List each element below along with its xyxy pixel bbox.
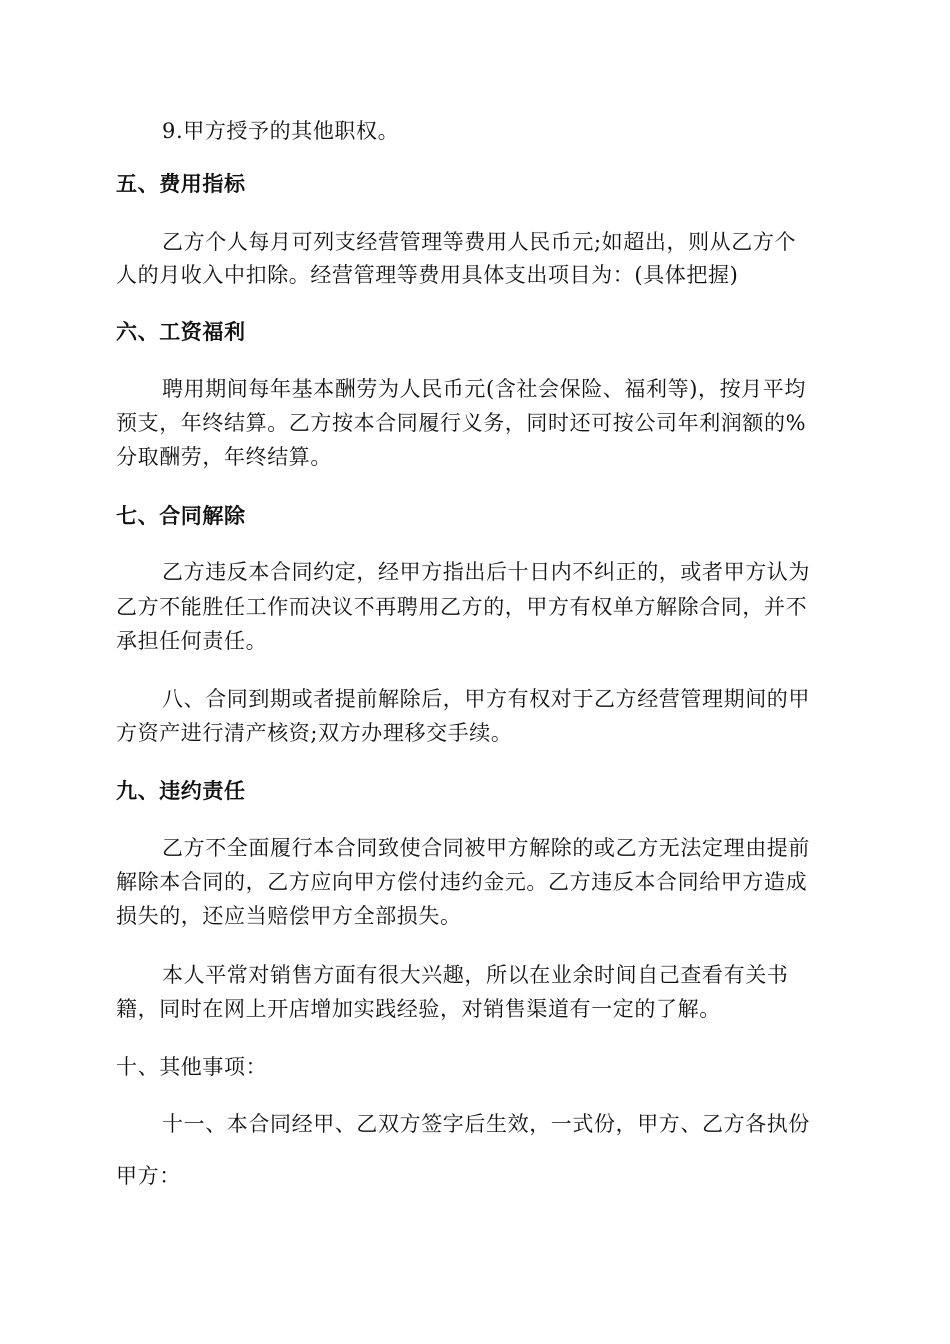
section-heading-expense: 五、费用指标	[116, 172, 246, 196]
paragraph-line: 乙方违反本合同约定，经甲方指出后十日内不纠正的，或者甲方认为	[162, 560, 810, 584]
paragraph-line: 本人平常对销售方面有很大兴趣，所以在业余时间自己查看有关书	[162, 963, 789, 987]
paragraph-line: 人的月收入中扣除。经营管理等费用具体支出项目为：(具体把握)	[116, 263, 739, 287]
paragraph-line: 乙方不能胜任工作而决议不再聘用乙方的，甲方有权单方解除合同，并不	[116, 595, 808, 619]
section-heading-salary: 六、工资福利	[116, 320, 246, 344]
paragraph-line: 方资产进行清产核资;双方办理移交手续。	[116, 721, 513, 745]
paragraph-line: 十一、本合同经甲、乙双方签字后生效，一式份，甲方、乙方各执份	[162, 1112, 810, 1136]
paragraph-line: 籍，同时在网上开店增加实践经验，对销售渠道有一定的了解。	[116, 997, 721, 1021]
paragraph-line: 预支，年终结算。乙方按本合同履行义务，同时还可按公司年利润额的%	[116, 411, 807, 435]
clause-9-line: 9.甲方授予的其他职权。	[162, 119, 400, 143]
section-heading-termination: 七、合同解除	[116, 504, 246, 528]
paragraph-line: 乙方个人每月可列支经营管理等费用人民币元;如超出，则从乙方个	[162, 230, 797, 254]
paragraph-line: 八、合同到期或者提前解除后，甲方有权对于乙方经营管理期间的甲	[162, 687, 810, 711]
section-heading-breach: 九、违约责任	[116, 779, 246, 803]
paragraph-line: 损失的，还应当赔偿甲方全部损失。	[116, 904, 462, 928]
paragraph-line: 承担任何责任。	[116, 629, 268, 653]
paragraph-line: 解除本合同的，乙方应向甲方偿付违约金元。乙方违反本合同给甲方造成	[116, 870, 808, 894]
section-heading-other: 十、其他事项：	[116, 1055, 268, 1079]
paragraph-line: 分取酬劳，年终结算。	[116, 445, 332, 469]
paragraph-line: 聘用期间每年基本酬劳为人民币元(含社会保险、福利等)，按月平均	[162, 377, 806, 401]
signature-party-a: 甲方：	[116, 1164, 181, 1188]
paragraph-line: 乙方不全面履行本合同致使合同被甲方解除的或乙方无法定理由提前	[162, 836, 810, 860]
